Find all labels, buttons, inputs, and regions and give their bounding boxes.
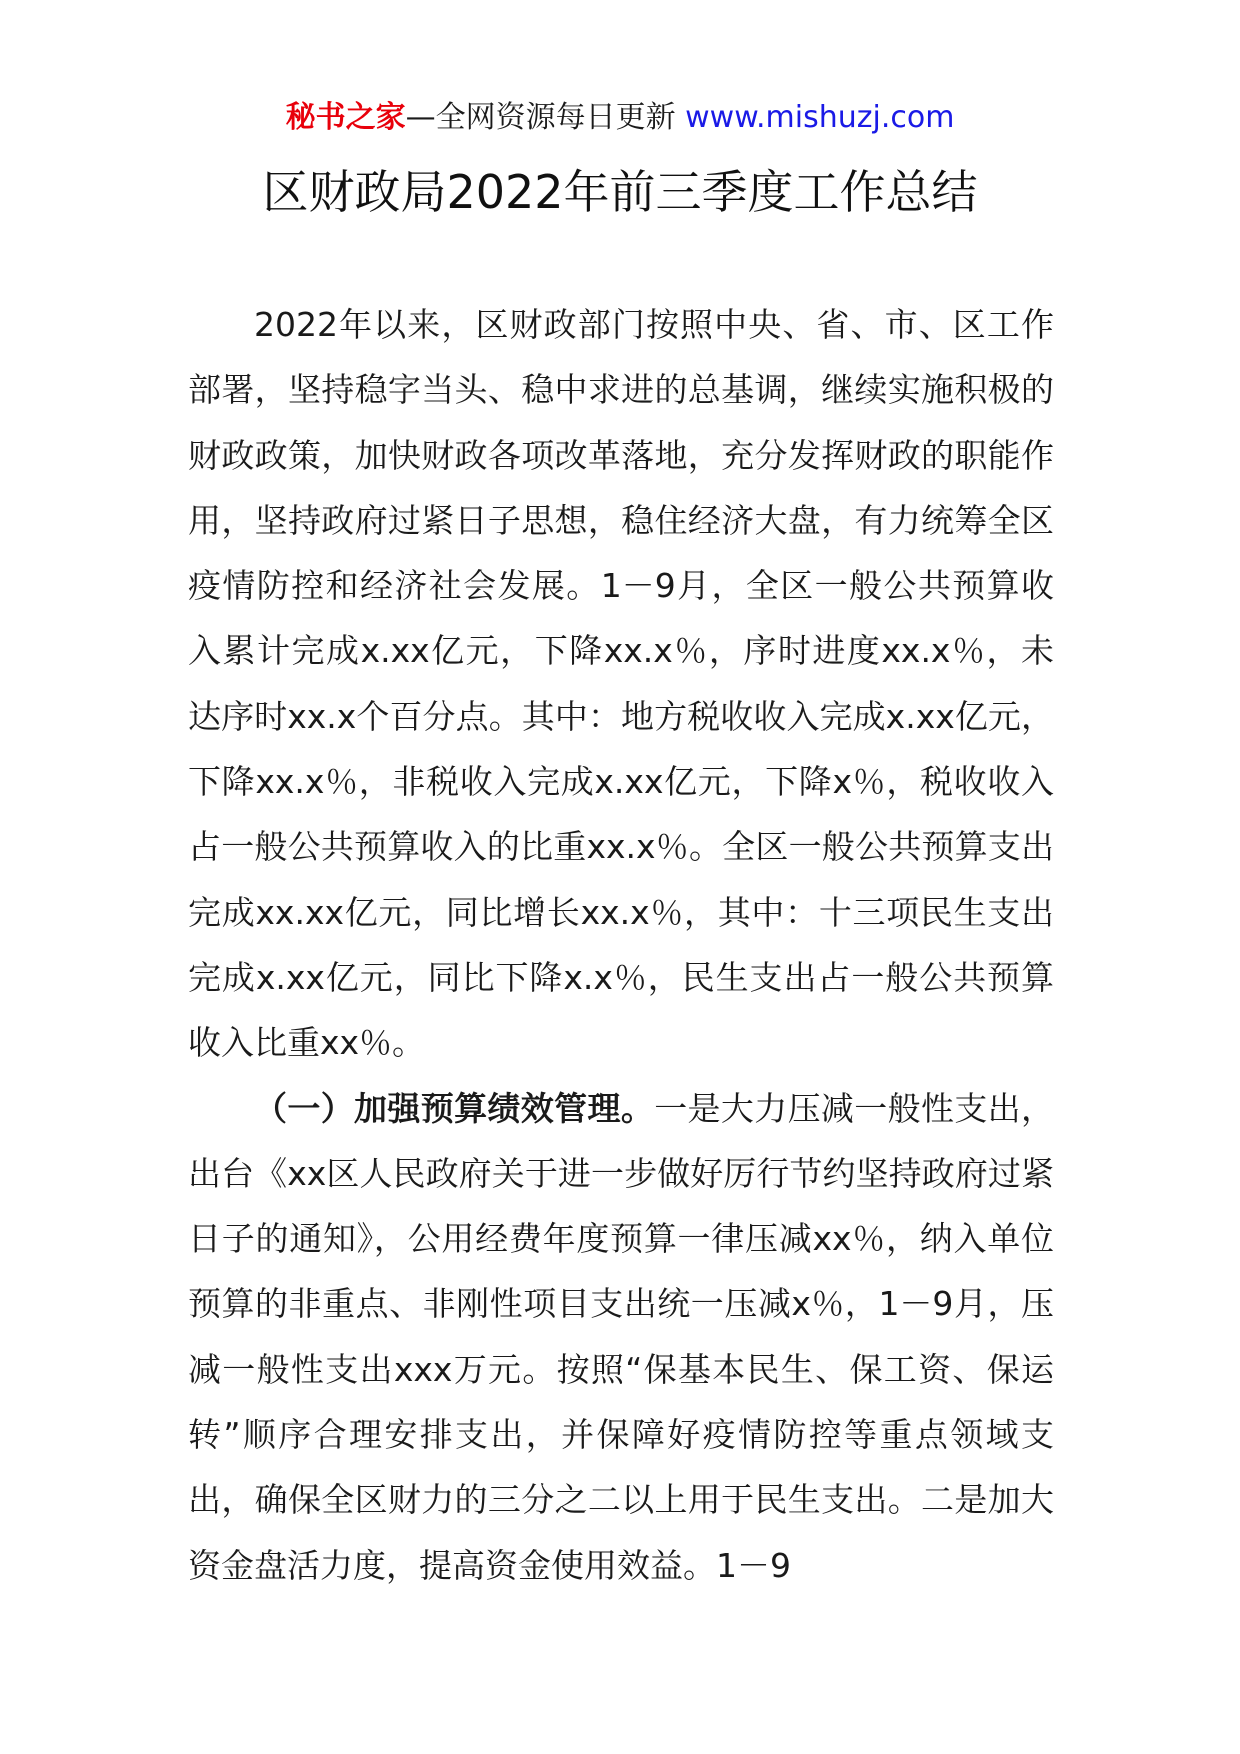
- site-url-link[interactable]: www.mishuzj.com: [685, 100, 955, 135]
- site-header: [0, 98, 1240, 138]
- paragraph-intro: 2022年以来，区财政部门按照中央、省、市、区工作部署，坚持稳字当头、稳中求进的总基调，继续实施积极的财政政策，加快财政各项改革落地，充分发挥财政的职能作用，坚持政府过紧日子思想，稳住经济大盘，有力统筹全区疫情防控和经济社会发展。1－9月，全区一般公共预算收入累计完成x.xx亿元，下降xx.x％，序时进度xx.x％，未达序时xx.x个百分点。其中：地方税收收入完成x.xx亿元，下降xx.x％，非税收入完成x.xx亿元，下降x％，税收收入占一般公共预算收入的比重xx.x％。全区一般公共预算支出完成xx.xx亿元，同比增长xx.x％，其中：十三项民生支出完成x.xx亿元，同比下降x.x％，民生支出占一般公共预算收入比重xx％。: [188, 305, 1054, 1063]
- document-body: [188, 292, 1054, 1598]
- section-heading: （一）加强预算绩效管理。: [254, 1088, 655, 1128]
- document-title: 区财政局2022年前三季度工作总结: [262, 165, 978, 219]
- site-name: 秘书之家: [285, 100, 406, 135]
- paragraph-section-1: [188, 1076, 1054, 1598]
- site-tagline: —全网资源每日更新: [405, 100, 686, 135]
- section-body: 一是大力压减一般性支出，出台《xx区人民政府关于进一步做好厉行节约坚持政府过紧日子的通知》，公用经费年度预算一律压减xx％，纳入单位预算的非重点、非刚性项目支出统一压减x％，1－9月，压减一般性支出xxx万元。按照“保基本民生、保工资、保运转”顺序合理安排支出，并保障好疫情防控等重点领域支出，确保全区财力的三分之二以上用于民生支出。二是加大资金盘活力度，提高资金使用效益。1－9: [188, 1088, 1055, 1585]
